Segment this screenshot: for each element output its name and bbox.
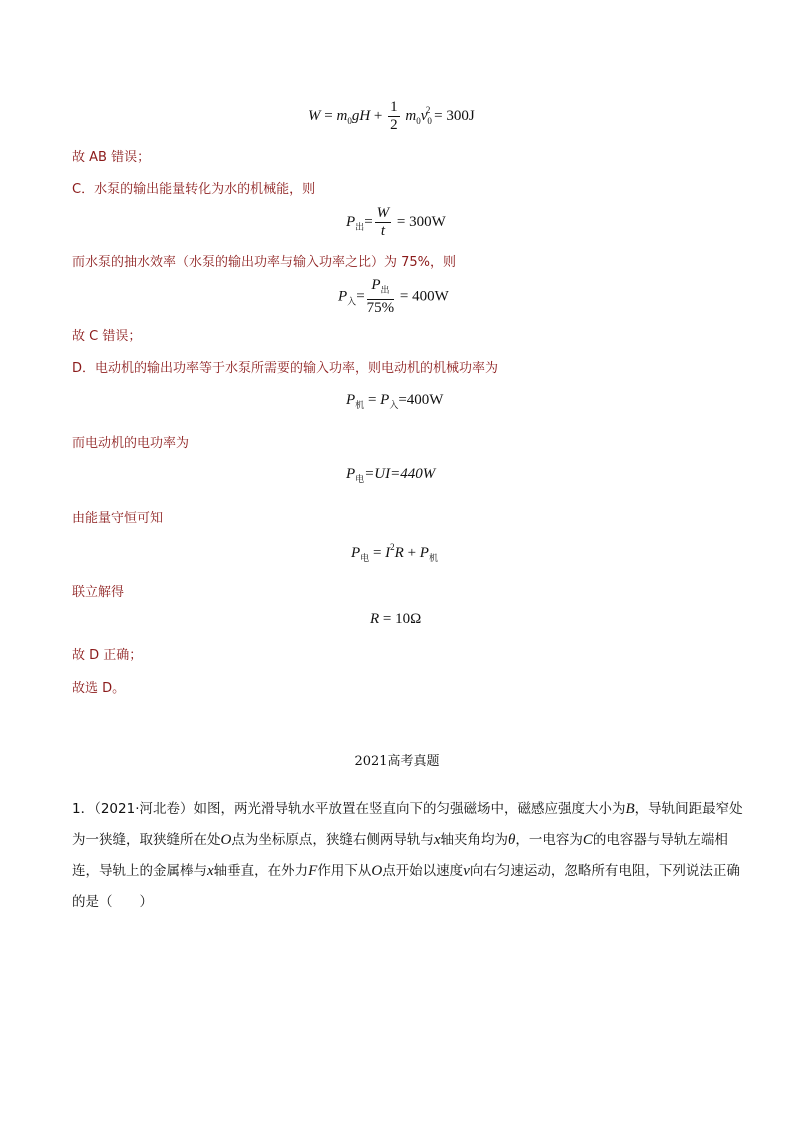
- equation-p-mech: $P_机 = P_入=400W$: [346, 392, 444, 410]
- equation-energy: $P_电 = I^2R + P_机$: [351, 542, 438, 563]
- text-energy-conservation: 由能量守恒可知: [72, 511, 164, 526]
- text-c-wrong: 故 C 错误；: [72, 329, 142, 344]
- text-motor-power: 而电动机的电功率为: [72, 436, 190, 451]
- question-source: （2021·河北卷）: [94, 801, 194, 817]
- text-option-d: D．电动机的输出功率等于水泵所需要的输入功率，则电动机的机械功率为: [72, 361, 499, 376]
- equation-resistance: R = 10Ω: [370, 611, 422, 627]
- text-ab-wrong: 故 AB 错误；: [72, 150, 151, 165]
- equation-p-in: $P_入=$ $\frac{P_出}{75\%}$ = 400W: [338, 277, 449, 316]
- text-efficiency: 而水泵的抽水效率（水泵的输出功率与输入功率之比）为 75%，则: [72, 255, 457, 270]
- text-d-correct: 故 D 正确；: [72, 648, 143, 663]
- question-text: 1．（2021·河北卷）如图，两光滑导轨水平放置在竖直向下的匀强磁场中，磁感应强度大小为B，导轨间距最窄处为一狭缝，取狭缝所在处O点为坐标原点，狭缝右侧两导轨与x轴夹角均为θ，一电容为C的电容器与导轨左端相连，导轨上的金属棒与x轴垂直，在外力F作用下从O点开始以速度v向右匀速运动，忽略所有电阻，下列说法正确的是（ ）: [72, 801, 743, 910]
- eq-symbol: W: [308, 107, 321, 124]
- fraction-p-over-eff: $\frac{P_出}{75\%}$: [366, 277, 395, 316]
- equation-p-out: $P_出=$ $\frac{W}{t}$ = 300W: [346, 205, 446, 239]
- question-number: 1．: [72, 801, 95, 817]
- equation-p-elec: $P_电=UI=440W$: [346, 466, 436, 484]
- section-heading: 2021高考真题: [354, 754, 440, 769]
- text-solve: 联立解得: [72, 585, 125, 600]
- text-answer: 故选 D。: [72, 681, 126, 696]
- fraction-half: $\frac{1}{2}$: [390, 99, 398, 133]
- fraction-w-over-t: $\frac{W}{t}$: [376, 205, 390, 239]
- text-option-c: C．水泵的输出能量转化为水的机械能，则: [72, 182, 316, 197]
- equation-work: $W = m_0gH$ + $\frac{1}{2}$ $m_0v_0^2 = 300J$: [308, 99, 475, 133]
